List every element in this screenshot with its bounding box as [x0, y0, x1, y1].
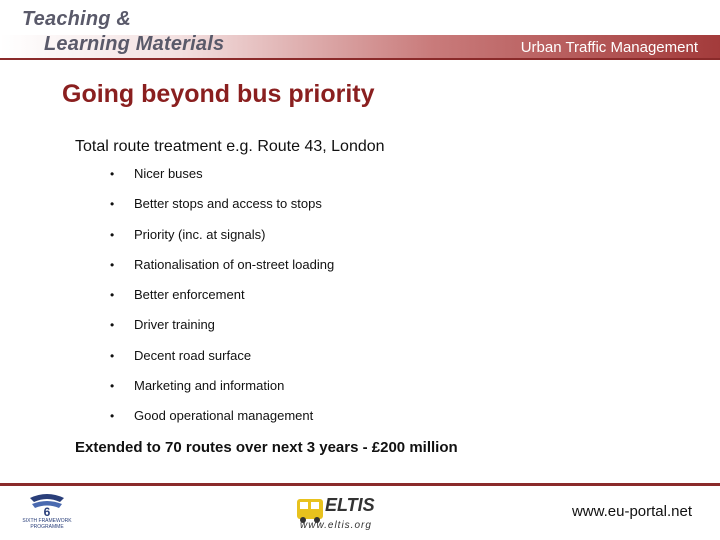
list-item-text: Marketing and information	[134, 378, 285, 394]
bullet-icon: •	[110, 318, 115, 333]
svg-text:6: 6	[43, 505, 51, 519]
list-item	[110, 376, 334, 406]
header-divider	[0, 58, 720, 60]
list-item	[110, 285, 334, 315]
lead-text: Total route treatment e.g. Route 43, London	[75, 138, 385, 155]
bullet-icon: •	[110, 288, 115, 303]
brand-line-2: Learning Materials	[44, 33, 225, 55]
list-item	[110, 225, 334, 255]
footer-divider	[0, 483, 720, 486]
list-item	[110, 164, 334, 194]
list-item-text: Priority (inc. at signals)	[134, 226, 266, 242]
bullet-list	[110, 164, 334, 437]
bullet-icon: •	[110, 167, 115, 181]
list-item	[110, 346, 334, 376]
bullet-icon: •	[110, 227, 115, 242]
list-item-text: Decent road surface	[134, 347, 252, 363]
brand-line-1: Teaching &	[22, 8, 132, 30]
bullet-icon: •	[110, 348, 115, 363]
list-item-text: Good operational management	[134, 408, 314, 424]
list-item	[110, 315, 334, 345]
eltis-url: www.eltis.org	[300, 520, 372, 531]
left-logo-caption: SIXTH FRAMEWORK PROGRAMME	[22, 518, 72, 530]
bullet-icon: •	[110, 257, 115, 272]
list-item	[110, 406, 334, 436]
header-subject: Urban Traffic Management	[520, 39, 698, 56]
bullet-icon: •	[110, 197, 115, 212]
list-item	[110, 255, 334, 285]
bullet-icon: •	[110, 379, 115, 394]
portal-link[interactable]: www.eu-portal.net	[571, 503, 692, 520]
list-item-text: Better enforcement	[134, 287, 245, 303]
list-item-text: Better stops and access to stops	[134, 196, 322, 212]
list-item-text: Nicer buses	[134, 166, 203, 181]
list-item-text: Driver training	[134, 317, 215, 333]
bullet-icon: •	[110, 409, 115, 424]
eltis-name: ELTIS	[325, 495, 375, 515]
footer-note: Extended to 70 routes over next 3 years - £200 million	[75, 439, 458, 456]
list-item-text: Rationalisation of on-street loading	[134, 256, 335, 272]
list-item	[110, 194, 334, 224]
slide-title: Going beyond bus priority	[62, 80, 375, 108]
